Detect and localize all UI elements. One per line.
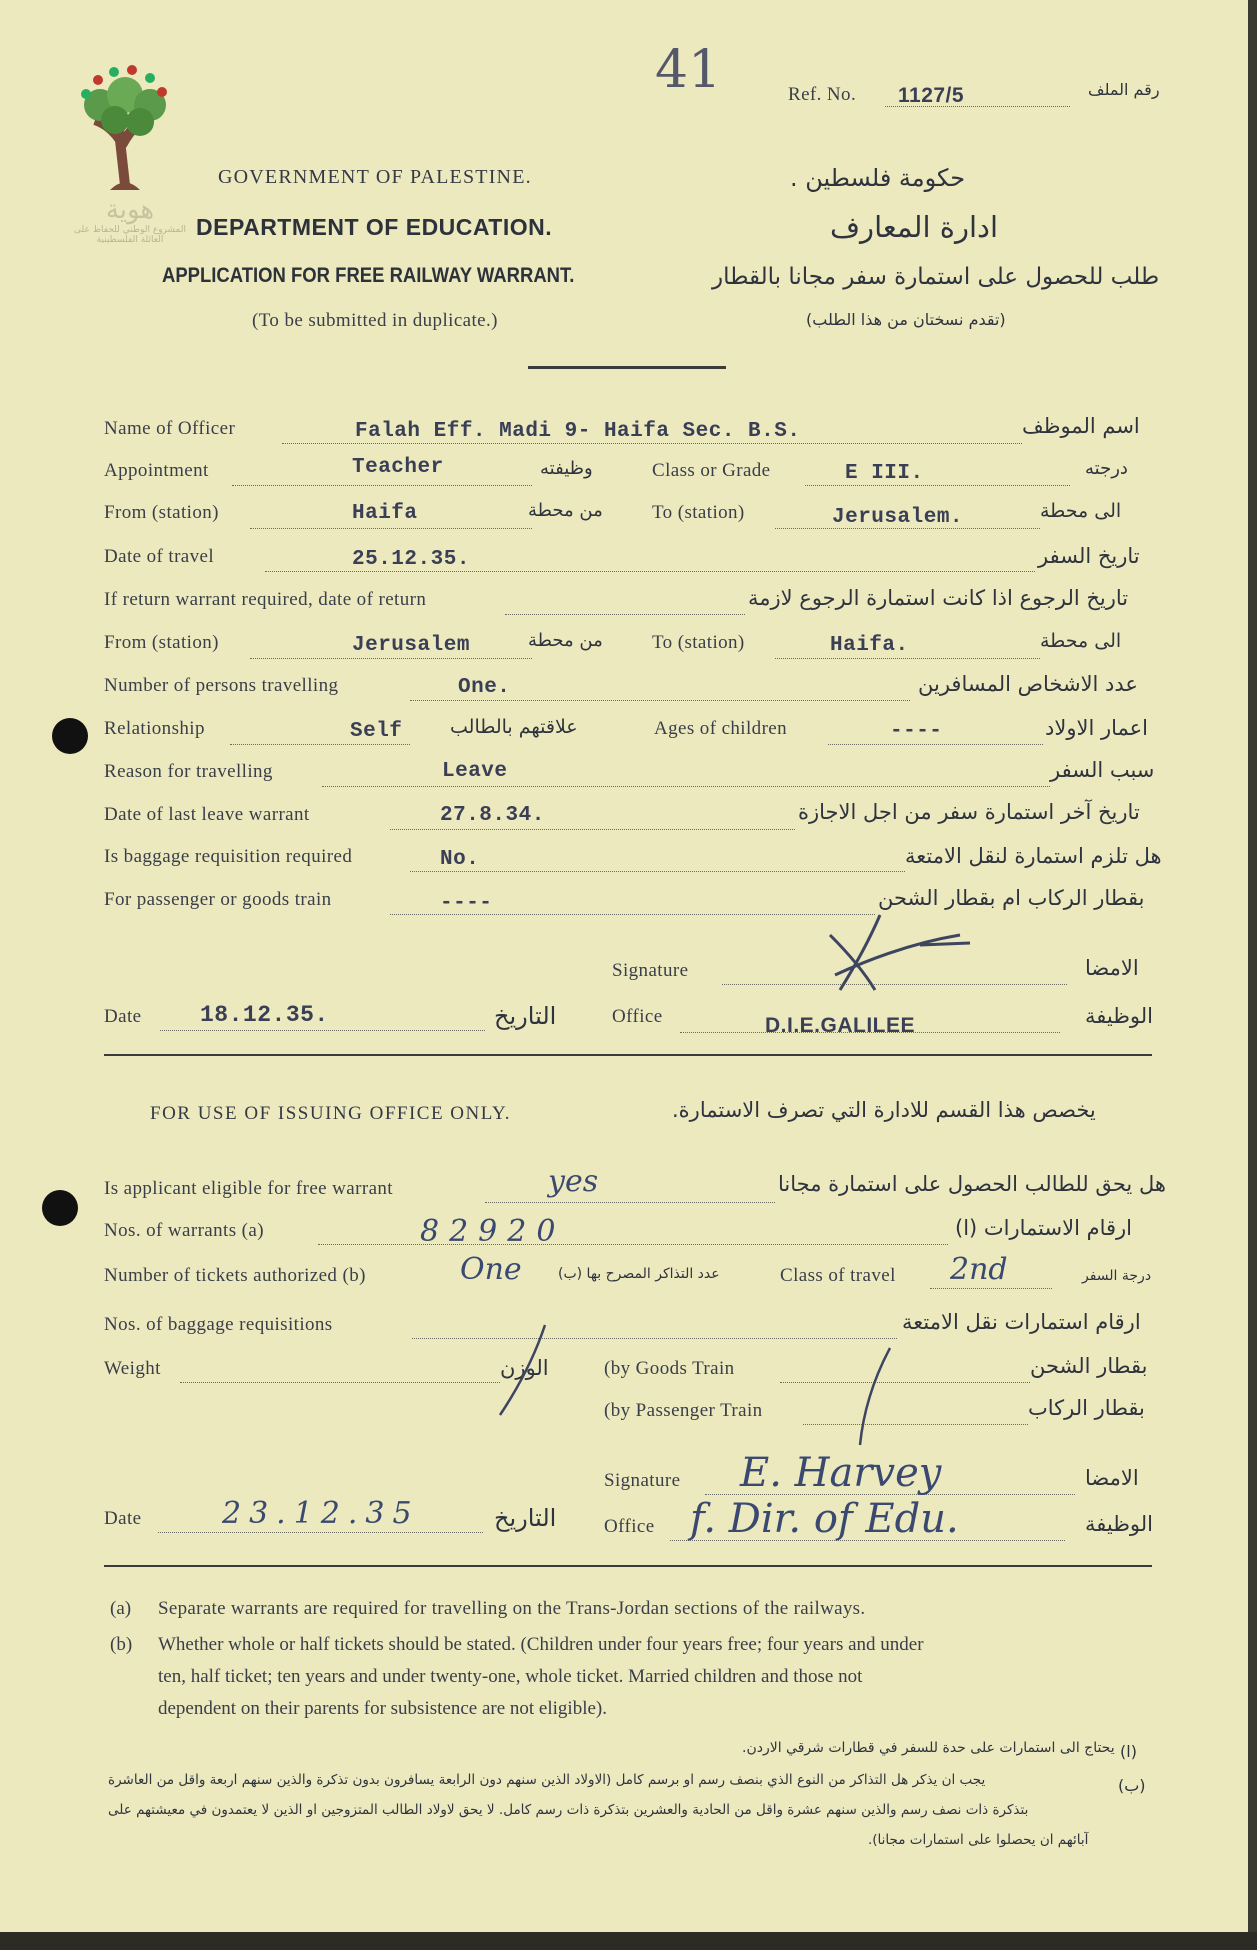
persons-value: One. <box>458 676 511 699</box>
from2-rule <box>250 658 532 659</box>
persons-label: Number of persons travelling <box>104 675 339 696</box>
from-rule <box>250 528 532 529</box>
applicant-date-rule <box>160 1030 485 1031</box>
weight-rule <box>180 1382 500 1383</box>
issuing-date-label-ar: التاريخ <box>494 1504 557 1532</box>
from2-label-ar: من محطة <box>528 630 603 651</box>
warrants-value: 82920 <box>420 1214 566 1249</box>
from2-label: From (station) <box>104 632 219 653</box>
issuing-date-value: 23.12.35 <box>222 1496 420 1531</box>
issuing-signature-label-ar: الامضا <box>1085 1466 1139 1490</box>
train-label-ar: بقطار الركاب ام بقطار الشحن <box>878 886 1145 910</box>
ages-label-ar: اعمار الاولاد <box>1045 716 1149 740</box>
from-label-ar: من محطة <box>528 500 603 521</box>
applicant-signature-label-ar: الامضا <box>1085 956 1139 980</box>
ref-label-ar: رقم الملف <box>1088 80 1160 99</box>
to2-label: To (station) <box>652 632 745 653</box>
ages-rule <box>828 744 1043 745</box>
tickets-label-ar: عدد التذاكر المصرح بها (ب) <box>558 1266 720 1282</box>
issuing-date-label: Date <box>104 1508 142 1529</box>
warrants-label-ar: ارقام الاستمارات (ا) <box>955 1216 1133 1240</box>
name-label: Name of Officer <box>104 418 236 439</box>
applicant-office-value: D.I.E.GALILEE <box>765 1014 916 1037</box>
date-travel-label: Date of travel <box>104 546 215 567</box>
appointment-label-ar: وظيفته <box>540 458 593 479</box>
passenger-label: (by Passenger Train <box>604 1400 763 1421</box>
return-rule <box>505 614 745 615</box>
date-travel-rule <box>265 571 1035 572</box>
reason-value: Leave <box>442 760 508 783</box>
baggage-rule <box>410 871 905 872</box>
issuing-office-label: Office <box>604 1516 655 1537</box>
goods-label-ar: بقطار الشحن <box>1030 1354 1148 1378</box>
issuing-date-rule <box>158 1532 483 1533</box>
issuing-signature-value: E. Harvey <box>740 1450 942 1496</box>
from-label: From (station) <box>104 502 219 523</box>
logo-line1: هوية <box>105 195 155 225</box>
persons-rule <box>410 700 910 701</box>
duplicate-note-ar: (تقدم نسختان من هذا الطلب) <box>806 310 1006 329</box>
eligible-rule <box>485 1202 775 1203</box>
government-title: GOVERNMENT OF PALESTINE. <box>218 166 532 188</box>
logo-line3: العائلة الفلسطينية <box>96 235 164 245</box>
grade-rule <box>805 485 1070 486</box>
application-title: APPLICATION FOR FREE RAILWAY WARRANT. <box>162 264 575 287</box>
relationship-rule <box>230 744 410 745</box>
warrants-label: Nos. of warrants (a) <box>104 1220 264 1241</box>
relationship-label-ar: علاقتهم بالطالب <box>450 716 578 738</box>
ref-label: Ref. No. <box>788 84 857 105</box>
date-travel-value: 25.12.35. <box>352 548 470 571</box>
department-title-ar: ادارة المعارف <box>830 210 998 244</box>
class-value: 2nd <box>950 1252 1008 1287</box>
note-b-line3: dependent on their parents for subsistence are not eligible). <box>158 1698 607 1719</box>
to2-label-ar: الى محطة <box>1040 630 1122 652</box>
ref-value: 1127/5 <box>898 84 965 107</box>
return-label-ar: تاريخ الرجوع اذا كانت استمارة الرجوع لازمة <box>748 586 1129 610</box>
date-travel-label-ar: تاريخ السفر <box>1038 544 1140 568</box>
issuing-heading-ar: يخصص هذا القسم للادارة التي تصرف الاستمارة. <box>672 1098 1096 1122</box>
ages-value: ---- <box>890 720 943 743</box>
from2-value: Jerusalem <box>352 634 470 657</box>
logo-text <box>60 195 200 245</box>
applicant-office-label: Office <box>612 1006 663 1027</box>
applicant-date-label: Date <box>104 1006 142 1027</box>
persons-label-ar: عدد الاشخاص المسافرين <box>918 672 1138 696</box>
department-title: DEPARTMENT OF EDUCATION. <box>196 214 553 240</box>
class-label: Class of travel <box>780 1265 896 1286</box>
passenger-label-ar: بقطار الركاب <box>1028 1396 1145 1420</box>
ages-label: Ages of children <box>654 718 788 739</box>
logo-line2: المشروع الوطني للحفاظ على <box>73 225 186 235</box>
baggage-value: No. <box>440 848 480 871</box>
warrants-rule <box>318 1244 948 1245</box>
reason-label-ar: سبب السفر <box>1050 758 1155 782</box>
issuing-signature-label: Signature <box>604 1470 681 1491</box>
punch-hole-top <box>52 718 88 754</box>
name-value: Falah Eff. Madi 9- Haifa Sec. B.S. <box>355 420 801 443</box>
government-title-ar: حكومة فلسطين . <box>790 164 966 192</box>
issuing-heading: FOR USE OF ISSUING OFFICE ONLY. <box>150 1103 511 1124</box>
grade-label-ar: درجته <box>1085 458 1128 479</box>
goods-label: (by Goods Train <box>604 1358 735 1379</box>
note-b-line1: Whether whole or half tickets should be stated. (Children under four years free; four years and under <box>158 1634 924 1655</box>
tickets-value: One <box>460 1252 522 1287</box>
class-rule <box>930 1288 1052 1289</box>
return-label: If return warrant required, date of return <box>104 589 427 610</box>
ar-note-b-mark: (ب) <box>1118 1776 1146 1795</box>
to-label-ar: الى محطة <box>1040 500 1122 522</box>
weight-label-ar: الوزن <box>500 1356 549 1380</box>
relationship-value: Self <box>350 720 403 743</box>
reason-label: Reason for travelling <box>104 761 273 782</box>
ar-note-a-text: يحتاج الى استمارات على حدة للسفر في قطارات شرقي الاردن. <box>742 1740 1115 1756</box>
note-a-text: Separate warrants are required for travelling on the Trans-Jordan sections of the railways. <box>158 1598 866 1619</box>
to2-rule <box>775 658 1040 659</box>
punch-hole-bottom <box>42 1190 78 1226</box>
ar-note-b-line1: يجب ان يذكر هل التذاكر من النوع الذي بنصف رسم او برسم كامل (الاولاد الذين سنهم دون الرابعة يسافرون بدون تذكرة والذين سنهم اربعة واقل من العاشرة <box>108 1772 986 1788</box>
note-b-mark: (b) <box>110 1634 133 1655</box>
from-value: Haifa <box>352 502 418 525</box>
ar-note-b-line2: بتذكرة ذات نصف رسم والذين سنهم عشرة واقل من الحادية والعشرين بتذكرة ذات رسم كامل. لا يحق لاولاد الطالب المتزوجين او الذين لا يعتمدون في معيشتهم على <box>108 1802 1029 1818</box>
section-divider-1 <box>104 1054 1152 1056</box>
appointment-value: Teacher <box>352 456 444 479</box>
issuing-baggage-label: Nos. of baggage requisitions <box>104 1314 333 1335</box>
reason-rule <box>322 786 1050 787</box>
applicant-signature-mark <box>820 905 1000 995</box>
last-leave-value: 27.8.34. <box>440 804 545 827</box>
note-a-mark: (a) <box>110 1598 132 1619</box>
ar-note-b-line3: آبائهم ان يحصلوا على استمارات مجانا). <box>868 1832 1089 1848</box>
name-rule <box>282 443 1022 444</box>
issuing-office-value: f. Dir. of Edu. <box>690 1496 959 1542</box>
note-b-line2: ten, half ticket; ten years and under twenty-one, whole ticket. Married children and those not <box>158 1666 863 1687</box>
applicant-date-value: 18.12.35. <box>200 1002 329 1028</box>
application-title-ar: طلب للحصول على استمارة سفر مجانا بالقطار <box>712 264 1160 290</box>
train-value: ---- <box>440 892 493 915</box>
baggage-label: Is baggage requisition required <box>104 846 353 867</box>
class-label-ar: درجة السفر <box>1082 1268 1152 1284</box>
eligible-label: Is applicant eligible for free warrant <box>104 1178 393 1199</box>
header-divider <box>528 366 726 369</box>
eligible-value: yes <box>548 1164 599 1199</box>
relationship-label: Relationship <box>104 718 205 739</box>
name-label-ar: اسم الموظف <box>1022 414 1140 438</box>
baggage-label-ar: هل تلزم استمارة لنقل الامتعة <box>905 844 1162 868</box>
to-value: Jerusalem. <box>832 506 964 529</box>
section-divider-2 <box>104 1565 1152 1567</box>
last-leave-label-ar: تاريخ آخر استمارة سفر من اجل الاجازة <box>798 800 1140 824</box>
grade-value: E III. <box>845 462 924 485</box>
scan-edge-right <box>1248 0 1257 1950</box>
issuing-office-label-ar: الوظيفة <box>1085 1512 1154 1536</box>
train-label: For passenger or goods train <box>104 889 332 910</box>
weight-label: Weight <box>104 1358 161 1379</box>
ar-note-a-mark: (ا) <box>1120 1742 1137 1761</box>
duplicate-note: (To be submitted in duplicate.) <box>252 310 498 331</box>
applicant-signature-label: Signature <box>612 960 689 981</box>
tickets-label: Number of tickets authorized (b) <box>104 1265 366 1286</box>
scan-edge-bottom <box>0 1932 1257 1950</box>
appointment-label: Appointment <box>104 460 209 481</box>
grade-label: Class or Grade <box>652 460 771 481</box>
to-label: To (station) <box>652 502 745 523</box>
applicant-office-label-ar: الوظيفة <box>1085 1004 1154 1028</box>
to2-value: Haifa. <box>830 634 909 657</box>
tree-logo-icon <box>70 50 190 190</box>
last-leave-rule <box>390 829 795 830</box>
page-number: 41 <box>655 40 722 100</box>
tree-logo <box>70 50 190 190</box>
weight-strike-marks <box>470 1320 910 1450</box>
last-leave-label: Date of last leave warrant <box>104 804 310 825</box>
eligible-label-ar: هل يحق للطالب الحصول على استمارة مجانا <box>778 1172 1166 1196</box>
applicant-date-label-ar: التاريخ <box>494 1002 557 1030</box>
issuing-baggage-label-ar: ارقام استمارات نقل الامتعة <box>902 1310 1141 1334</box>
appointment-rule <box>232 485 532 486</box>
